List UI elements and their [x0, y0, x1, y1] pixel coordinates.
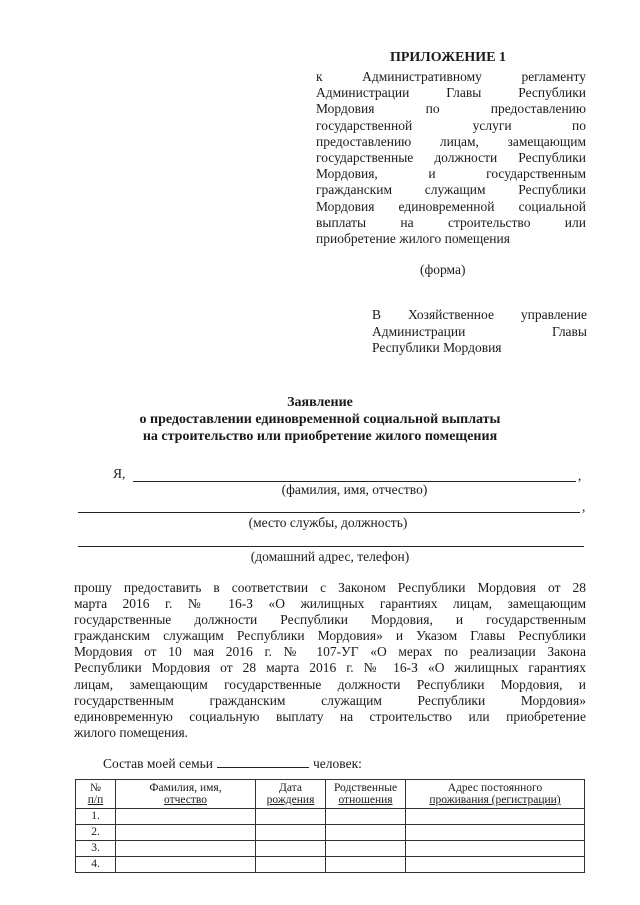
paragraph-line: марта 2016 г. № 16-З «О жилищных гарантиях лицам, замещающим [74, 596, 586, 612]
header-birth-date: Дата рождения [256, 780, 326, 809]
relation-cell[interactable] [326, 841, 406, 857]
paragraph-line: лицам, замещающим государственные должности Республики Мордовия, и [74, 676, 586, 692]
table-row [76, 841, 585, 857]
address-cell[interactable] [406, 841, 585, 857]
header-address: Адрес постоянного проживания (регистрации) [406, 780, 585, 809]
birth-date-cell[interactable] [256, 841, 326, 857]
table-header-row [76, 780, 585, 809]
appendix-line: Администрации Главы Республики [316, 85, 586, 101]
relation-cell[interactable] [326, 857, 406, 873]
birth-date-cell[interactable] [256, 825, 326, 841]
family-suffix: человек: [313, 756, 362, 771]
paragraph-line: государственным гражданским служащим Республики Мордовия» [74, 692, 586, 708]
family-size-line [103, 756, 362, 772]
name-cell[interactable] [116, 825, 256, 841]
appendix-line: государственные должности Республики [316, 150, 586, 166]
appendix-line: предоставлению лицам, замещающим [316, 133, 586, 149]
name-caption: (фамилия, имя, отчество) [281, 482, 428, 497]
addressee-line: Республики Мордовия [372, 340, 502, 355]
title-line: о предоставлении единовременной социальной выплаты [139, 412, 501, 427]
title-line: на строительство или приобретение жилого помещения [142, 429, 498, 444]
service-caption: (место службы, должность) [248, 515, 408, 530]
paragraph-line: гражданским служащим Республики Мордовия» и Указом Главы Республики [74, 628, 586, 644]
address-cell[interactable] [406, 857, 585, 873]
addressee-line: Администрации Главы [372, 323, 587, 339]
header-full-name: Фамилия, имя, отчество [116, 780, 256, 809]
appendix-line: Мордовия единовременной социальной [316, 198, 586, 214]
appendix-line: Мордовия, и государственным [316, 166, 586, 182]
name-comma: , [578, 468, 582, 483]
row-number: 1. [76, 809, 116, 825]
appendix-description [316, 69, 586, 247]
appendix-line: гражданским служащим Республики [316, 182, 586, 198]
family-size-input[interactable] [217, 756, 309, 768]
row-number: 2. [76, 825, 116, 841]
paragraph-line: жилого помещения. [74, 724, 189, 740]
address-cell[interactable] [406, 809, 585, 825]
address-caption: (домашний адрес, телефон) [250, 549, 410, 564]
table-row [76, 809, 585, 825]
addressee-block [372, 307, 587, 357]
header-number: № п/п [76, 780, 116, 809]
name-cell[interactable] [116, 841, 256, 857]
ya-prefix: Я, [113, 466, 126, 481]
row-number: 4. [76, 857, 116, 873]
addressee-line: В Хозяйственное управление [372, 307, 587, 322]
appendix-line: приобретение жилого помещения [316, 231, 510, 247]
row-number: 3. [76, 841, 116, 857]
title-line: Заявление [287, 395, 353, 410]
service-comma: , [582, 499, 586, 514]
name-cell[interactable] [116, 809, 256, 825]
birth-date-cell[interactable] [256, 809, 326, 825]
appendix-line: выплаты на строительство или [316, 214, 586, 230]
header-relation: Родственные отношения [326, 780, 406, 809]
paragraph-line: прошу предоставить в соответствии с Законом Республики Мордовия от 28 [74, 580, 586, 595]
appendix-line: государственной услуги по [316, 117, 586, 133]
paragraph-line: Мордовия от 10 мая 2016 г. № 107-УГ «О мерах по реализации Закона [74, 644, 586, 660]
document-title [60, 394, 580, 445]
family-prefix: Состав моей семьи [103, 756, 214, 771]
appendix-line: к Административному регламенту [316, 69, 586, 84]
service-input-line[interactable] [78, 512, 580, 513]
birth-date-cell[interactable] [256, 857, 326, 873]
form-label: (форма) [420, 262, 466, 277]
name-cell[interactable] [116, 857, 256, 873]
table-row [76, 825, 585, 841]
appendix-line: Мордовия по предоставлению [316, 101, 586, 117]
family-table [75, 779, 585, 873]
relation-cell[interactable] [326, 809, 406, 825]
address-input-line[interactable] [78, 546, 584, 547]
request-paragraph [74, 580, 586, 741]
paragraph-line: Республики Мордовия от 28 марта 2016 г. № 16-З «О жилищных гарантиях [74, 660, 586, 676]
table-row [76, 857, 585, 873]
appendix-title: ПРИЛОЖЕНИЕ 1 [389, 50, 507, 65]
relation-cell[interactable] [326, 825, 406, 841]
paragraph-line: государственные должности Республики Мордовия, и государственным [74, 612, 586, 628]
address-cell[interactable] [406, 825, 585, 841]
paragraph-line: единовременную социальную выплату на строительство или приобретение [74, 708, 586, 724]
